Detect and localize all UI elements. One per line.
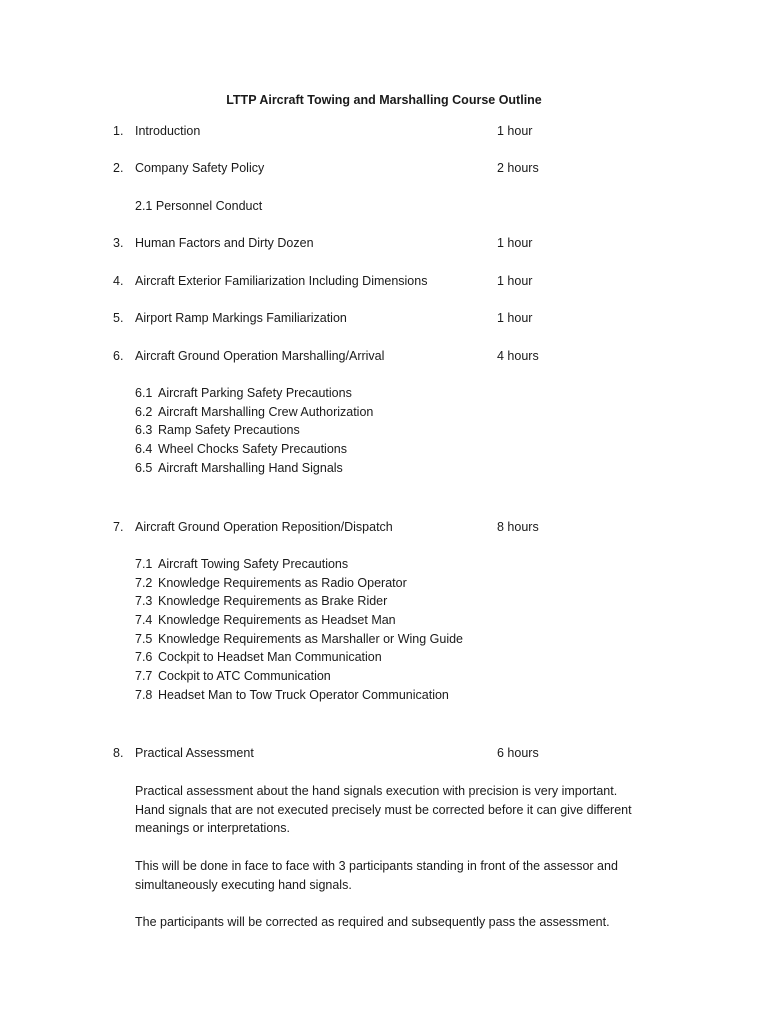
assessment-paragraph-1 <box>135 782 675 838</box>
paragraph-line: simultaneously executing hand signals. <box>135 877 352 892</box>
section-7-subitems <box>135 555 463 705</box>
list-item <box>135 384 373 403</box>
subitem-number: 7.1 <box>135 557 153 571</box>
subitem-label: Headset Man to Tow Truck Operator Communication <box>158 687 449 702</box>
section-8 <box>0 744 768 762</box>
subitem-label: Aircraft Towing Safety Precautions <box>158 557 349 571</box>
subitem-label: Cockpit to ATC Communication <box>158 669 331 684</box>
subitem-label: Cockpit to Headset Man Communication <box>158 650 382 665</box>
list-item <box>135 197 262 216</box>
paragraph-line: The participants will be corrected as required and subsequently pass the assessment. <box>135 915 610 929</box>
section-duration: 1 hour <box>497 274 533 288</box>
list-item <box>135 686 463 705</box>
document-title: LTTP Aircraft Towing and Marshalling Course Outline <box>226 93 542 107</box>
subitem-label: Knowledge Requirements as Brake Rider <box>158 594 388 609</box>
subitem-number: 7.3 <box>135 594 153 609</box>
section-duration: 1 hour <box>497 311 533 325</box>
section-duration: 4 hours <box>497 349 539 363</box>
subitem-number: 7.4 <box>135 613 153 628</box>
list-item <box>135 403 373 422</box>
section-number: 8. <box>113 746 124 760</box>
section-2-subitems <box>135 197 262 216</box>
list-item <box>135 648 463 667</box>
list-item <box>135 667 463 686</box>
section-1 <box>0 122 768 140</box>
assessment-paragraph-3 <box>135 913 675 932</box>
list-item <box>135 611 463 630</box>
paragraph-line: Practical assessment about the hand signals execution with precision is very important. <box>135 784 618 798</box>
section-6-subitems <box>135 384 373 477</box>
paragraph-line: Hand signals that are not executed precisely must be corrected before it can give different <box>135 802 632 817</box>
subitem-number: 6.4 <box>135 442 153 457</box>
subitem-number: 2.1 <box>135 199 153 213</box>
section-number: 6. <box>113 349 124 363</box>
section-label: Practical Assessment <box>135 746 254 760</box>
list-item <box>135 459 373 478</box>
section-5 <box>0 309 768 327</box>
section-number: 2. <box>113 161 124 175</box>
subitem-label: Knowledge Requirements as Radio Operator <box>158 575 407 590</box>
section-label: Aircraft Ground Operation Marshalling/Arrival <box>135 349 385 363</box>
list-item <box>135 440 373 459</box>
subitem-label: Aircraft Marshalling Crew Authorization <box>158 404 374 419</box>
list-item <box>135 421 373 440</box>
list-item <box>135 555 463 574</box>
paragraph-line: meanings or interpretations. <box>135 821 290 836</box>
list-item <box>135 630 463 649</box>
section-4 <box>0 272 768 290</box>
section-2 <box>0 159 768 177</box>
assessment-paragraph-2 <box>135 857 675 894</box>
section-label: Human Factors and Dirty Dozen <box>135 236 314 250</box>
paragraph-line: This will be done in face to face with 3 participants standing in front of the assessor and <box>135 859 618 873</box>
subitem-label: Personnel Conduct <box>155 199 263 213</box>
subitem-label: Aircraft Parking Safety Precautions <box>158 386 352 400</box>
subitem-label: Wheel Chocks Safety Precautions <box>158 442 347 457</box>
section-label: Introduction <box>135 124 201 138</box>
subitem-number: 7.8 <box>135 687 153 702</box>
subitem-number: 6.3 <box>135 423 153 438</box>
section-duration: 1 hour <box>497 124 533 138</box>
subitem-number: 6.5 <box>135 460 153 475</box>
subitem-number: 6.1 <box>135 386 153 400</box>
section-duration: 1 hour <box>497 236 533 250</box>
subitem-number: 6.2 <box>135 404 153 419</box>
subitem-number: 7.5 <box>135 631 153 646</box>
section-label: Company Safety Policy <box>135 161 265 175</box>
list-item <box>135 574 463 593</box>
section-number: 7. <box>113 520 124 534</box>
section-label: Aircraft Ground Operation Reposition/Dispatch <box>135 520 393 534</box>
section-number: 5. <box>113 311 124 325</box>
subitem-label: Knowledge Requirements as Marshaller or Wing Guide <box>158 631 464 646</box>
subitem-label: Knowledge Requirements as Headset Man <box>158 613 396 628</box>
subitem-label: Ramp Safety Precautions <box>158 423 300 438</box>
subitem-number: 7.7 <box>135 669 153 684</box>
section-duration: 2 hours <box>497 161 539 175</box>
section-number: 1. <box>113 124 124 138</box>
section-label: Airport Ramp Markings Familiarization <box>135 311 347 325</box>
section-number: 3. <box>113 236 124 250</box>
list-item <box>135 592 463 611</box>
subitem-label: Aircraft Marshalling Hand Signals <box>158 460 343 475</box>
section-number: 4. <box>113 274 124 288</box>
subitem-number: 7.6 <box>135 650 153 665</box>
section-label: Aircraft Exterior Familiarization Including Dimensions <box>135 274 428 288</box>
subitem-number: 7.2 <box>135 575 153 590</box>
section-3 <box>0 234 768 252</box>
section-6 <box>0 347 768 365</box>
section-7 <box>0 518 768 536</box>
section-duration: 8 hours <box>497 520 539 534</box>
section-duration: 6 hours <box>497 746 539 760</box>
